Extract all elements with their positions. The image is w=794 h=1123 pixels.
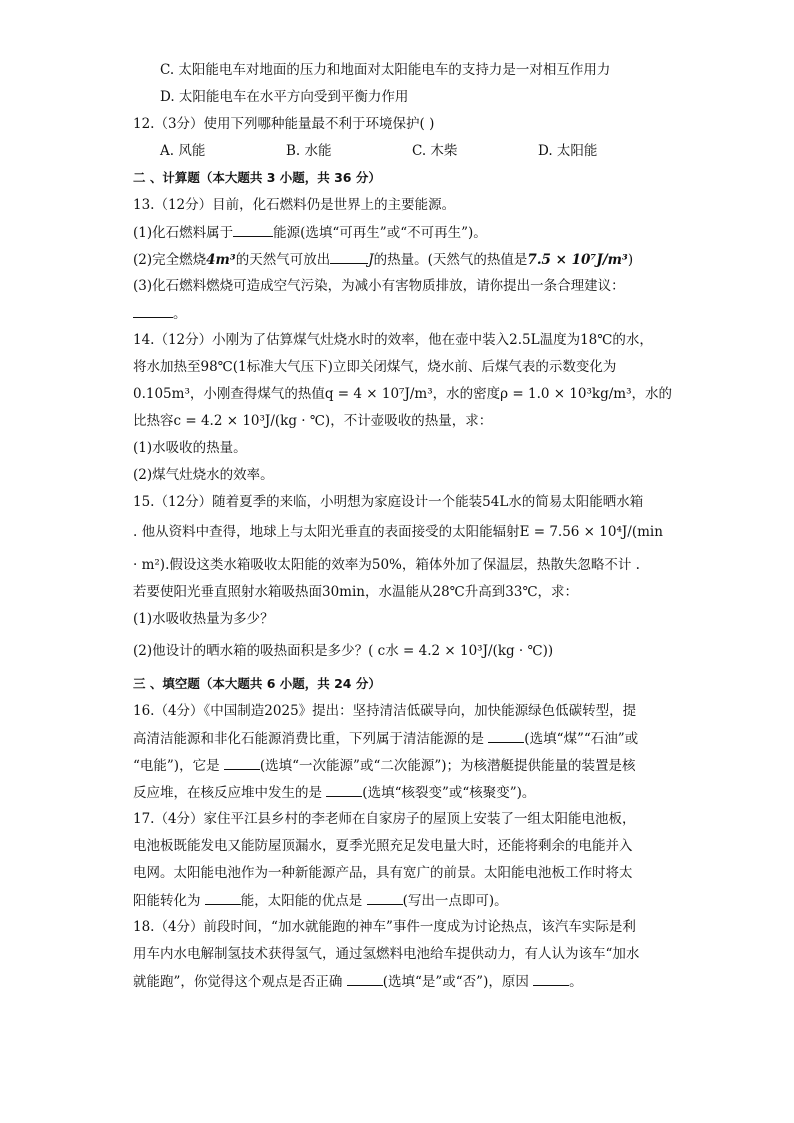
q14-line-3: 0.105m³，小刚查得煤气的热值q = 4 × 10⁷J/m³，水的密度ρ = 1.0 × 10³kg/m³，水的 — [133, 386, 673, 402]
q12-option-b: B. 水能 — [286, 143, 332, 159]
q16-line-2: 高清洁能源和非化石能源消费比重，下列属于清洁能源的是 (选填“煤”“石油”或 — [133, 728, 673, 750]
answer-blank[interactable] — [133, 303, 173, 318]
q17-line-4: 阳能转化为 能，太阳能的优点是 (写出一点即可)。 — [133, 890, 673, 912]
q17-line-1: 17.（4分）家住平江县乡村的李老师在自家房子的屋顶上安装了一组太阳能电池板， — [133, 811, 636, 827]
q15-part2: (2)他设计的晒水箱的吸热面积是多少？( c水 = 4.2 × 10³J/(kg · ℃)) — [133, 643, 554, 659]
q16-line-1: 16.（4分）《中国制造2025》提出：坚持清洁低碳导向，加快能源绿色低碳转型，提 — [133, 703, 637, 719]
q17-line-2: 电池板既能发电又能防屋顶漏水，夏季光照充足发电量大时，还能将剩余的电能并入 — [133, 838, 633, 854]
q12-option-c: C. 木柴 — [412, 143, 458, 159]
q16-line-3: “电能”)，它是 (选填“一次能源”或“二次能源”)；为核潜艇提供能量的装置是核 — [133, 755, 673, 777]
q13-part3: (3)化石燃料燃烧可造成空气污染，为减小有害物质排放，请你提出一条合理建议： — [133, 278, 625, 294]
answer-blank[interactable] — [330, 249, 368, 264]
section-2-heading: 二 、计算题（本大题共 3 小题，共 36 分） — [133, 170, 381, 185]
q15-line-1: 15.（12分）随着夏季的来临，小明想为家庭设计一个能装54L水的简易太阳能晒水箱 — [133, 494, 644, 510]
q14-line-2: 将水加热至98℃(1标准大气压下)立即关闭煤气，烧水前、后煤气表的示数变化为 — [133, 359, 617, 375]
answer-blank[interactable] — [488, 728, 524, 743]
q14-part1: (1)水吸收的热量。 — [133, 440, 247, 456]
q15-line-4: 若要使阳光垂直照射水箱吸热面30min，水温能从28℃升高到33℃，求： — [133, 584, 579, 600]
q18-line-3: 就能跑”，你觉得这个观点是否正确 (选填“是”或“否”)，原因 。 — [133, 971, 673, 993]
q16-line-4: 反应堆，在核反应堆中发生的是 (选填“核裂变”或“核聚变”)。 — [133, 782, 673, 804]
answer-blank[interactable] — [533, 971, 569, 986]
q12-stem: 12.（3分）使用下列哪种能量最不利于环境保护( ) — [133, 116, 435, 132]
q13-part3-answer: 。 — [133, 303, 673, 325]
answer-blank[interactable] — [205, 890, 241, 905]
q17-line-3: 电网。太阳能电池作为一种新能源产品，具有宽广的前景。太阳能电池板工作时将太 — [133, 865, 633, 881]
q12-options — [160, 141, 660, 163]
answer-blank[interactable] — [367, 890, 403, 905]
q13-part1: (1)化石燃料属于 能源(选填“可再生”或“不可再生”)。 — [133, 222, 673, 244]
q11-option-d: D. 太阳能电车在水平方向受到平衡力作用 — [160, 89, 409, 105]
q11-option-c: C. 太阳能电车对地面的压力和地面对太阳能电车的支持力是一对相互作用力 — [160, 62, 611, 78]
answer-blank[interactable] — [224, 755, 260, 770]
q13-part2: (2)完全燃烧4m³的天然气可放出 J的热量。(天然气的热值是7.5 × 10⁷J/m³) — [133, 249, 673, 271]
section-3-heading: 三 、填空题（本大题共 6 小题，共 24 分） — [133, 676, 381, 691]
q14-line-4: 比热容c = 4.2 × 10³J/(kg · ℃)，不计壶吸收的热量，求： — [133, 413, 493, 429]
q14-part2: (2)煤气灶烧水的效率。 — [133, 467, 274, 483]
q15-part1: (1)水吸收热量为多少？ — [133, 611, 274, 627]
q13-stem: 13.（12分）目前，化石燃料仍是世界上的主要能源。 — [133, 197, 456, 213]
answer-blank[interactable] — [347, 971, 383, 986]
q15-line-3: · m²).假设这类水箱吸收太阳能的效率为50%，箱体外加了保温层，热散失忽略不计 . — [133, 557, 640, 573]
q18-line-1: 18.（4分）前段时间，“加水就能跑的神车”事件一度成为讨论热点，该汽车实际是利 — [133, 919, 636, 935]
answer-blank[interactable] — [326, 782, 362, 797]
q12-option-a: A. 风能 — [160, 143, 206, 159]
q18-line-2: 用车内水电解制氢技术获得氢气，通过氢燃料电池给车提供动力，有人认为该车“加水 — [133, 946, 640, 962]
q14-line-1: 14.（12分）小刚为了估算煤气灶烧水时的效率，他在壶中装入2.5L温度为18℃的水， — [133, 332, 653, 348]
q12-option-d: D. 太阳能 — [538, 143, 598, 159]
q15-line-2: . 他从资料中查得，地球上与太阳光垂直的表面接受的太阳能辐射E = 7.56 × 10⁴J/(min — [133, 524, 663, 540]
answer-blank[interactable] — [233, 222, 273, 237]
